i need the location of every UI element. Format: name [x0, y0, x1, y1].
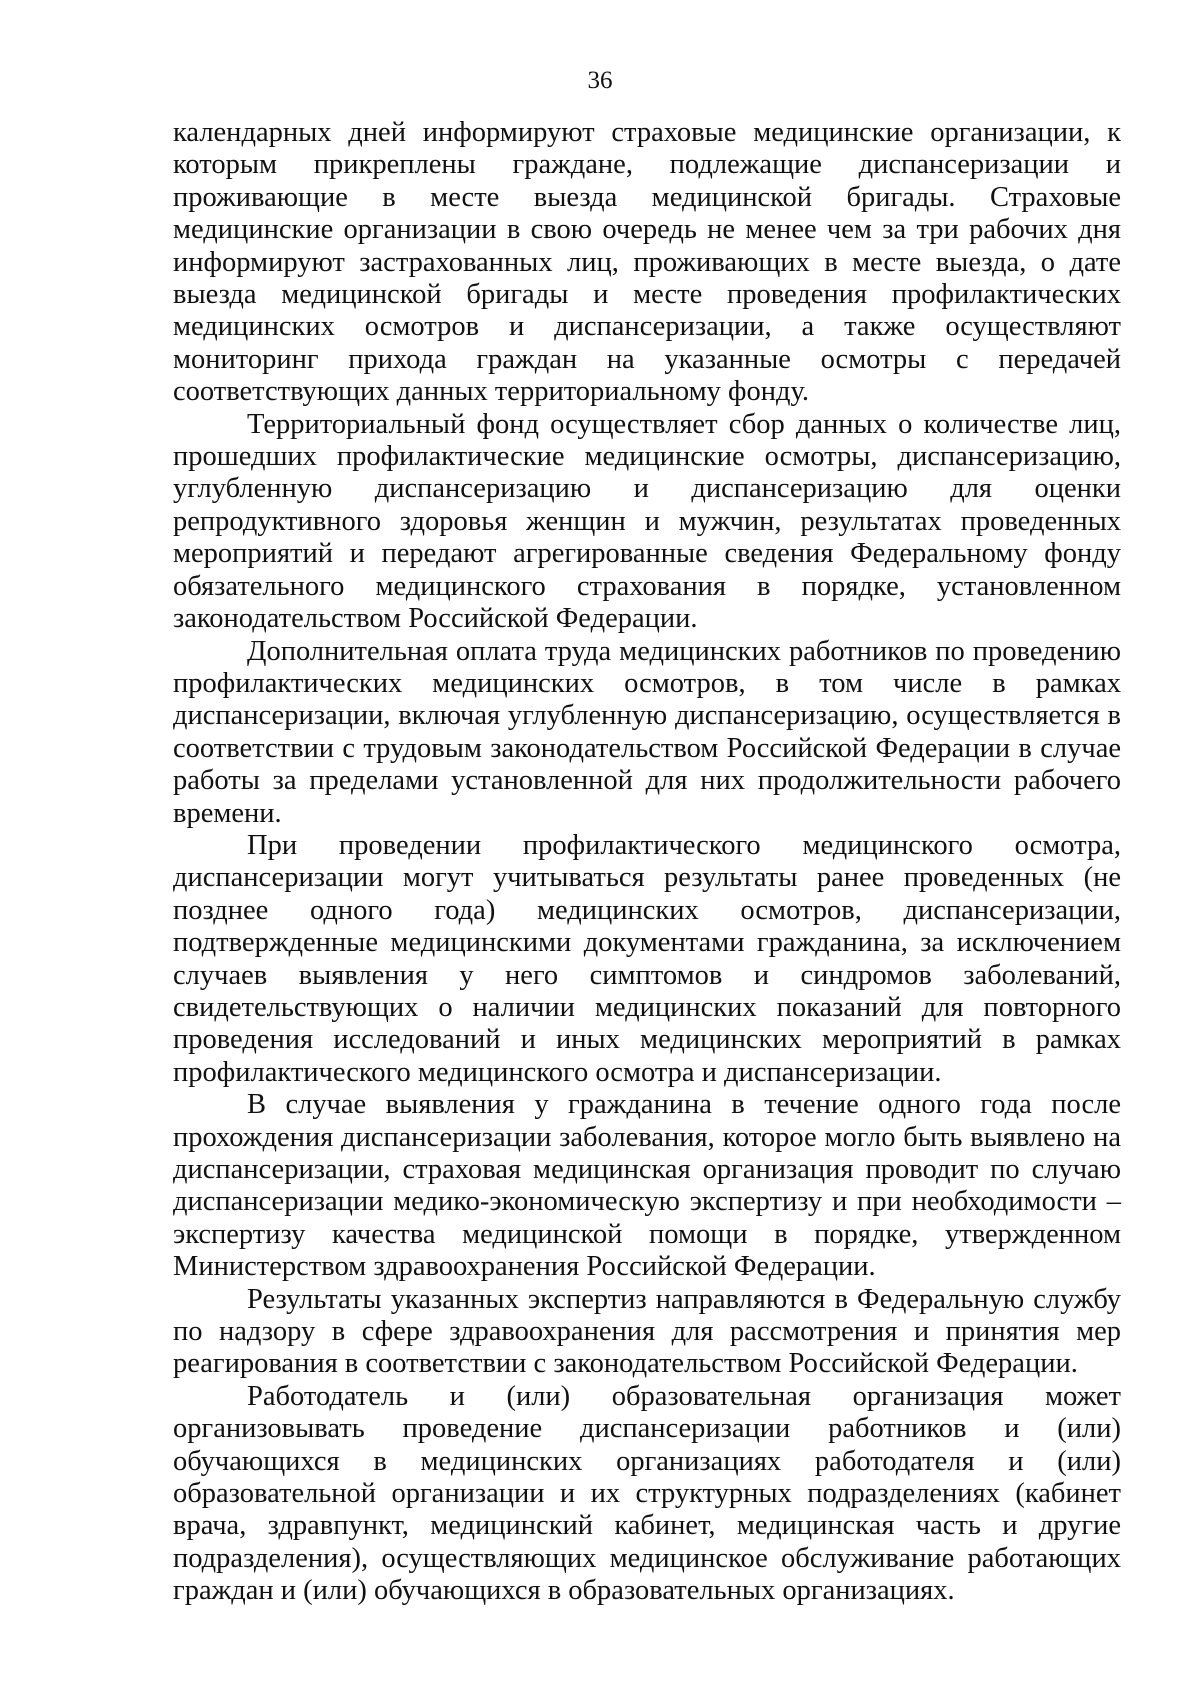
- paragraph-expertise-results: Результаты указанных экспертиз направляются в Федеральную службу по надзору в сфере здравоохранения для рассмотрения и принятия мер реагирования в соответствии с законодательством Российской Федерации.: [173, 1283, 1121, 1380]
- paragraph-continuation: календарных дней информируют страховые медицинские организации, к которым прикреплены граждане, подлежащие диспансеризации и проживающие в месте выезда медицинской бригады. Страховые медицинские организации в свою очередь не менее чем за три рабочих дня информируют застрахованных лиц, проживающих в месте выезда, о дате выезда медицинской бригады и месте проведения профилактических медицинских осмотров и диспансеризации, а также осуществляют мониторинг прихода граждан на указанные осмотры с передачей соответствующих данных территориальному фонду.: [173, 117, 1121, 408]
- paragraph-territorial-fund: Территориальный фонд осуществляет сбор данных о количестве лиц, прошедших профилактические медицинские осмотры, диспансеризацию, углубленную диспансеризацию и диспансеризацию для оценки репродуктивного здоровья женщин и мужчин, результатах проведенных мероприятий и передают агрегированные сведения Федеральному фонду обязательного медицинского страхования в порядке, установленном законодательством Российской Федерации.: [173, 408, 1121, 635]
- page-number: 36: [587, 67, 613, 94]
- paragraph-previous-results: При проведении профилактического медицинского осмотра, диспансеризации могут учитываться результаты ранее проведенных (не позднее одного года) медицинских осмотров, диспансеризации, подтвержденные медицинскими документами гражданина, за исключением случаев выявления у него симптомов и синдромов заболеваний, свидетельствующих о наличии медицинских показаний для повторного проведения исследований и иных медицинских мероприятий в рамках профилактического медицинского осмотра и диспансеризации.: [173, 829, 1121, 1088]
- paragraph-expertise: В случае выявления у гражданина в течение одного года после прохождения диспансеризации заболевания, которое могло быть выявлено на диспансеризации, страховая медицинская организация проводит по случаю диспансеризации медико-экономическую экспертизу и при необходимости – экспертизу качества медицинской помощи в порядке, утвержденном Министерством здравоохранения Российской Федерации.: [173, 1089, 1121, 1283]
- paragraph-additional-pay: Дополнительная оплата труда медицинских работников по проведению профилактических медицинских осмотров, в том числе в рамках диспансеризации, включая углубленную диспансеризацию, осуществляется в соответствии с трудовым законодательством Российской Федерации в случае работы за пределами установленной для них продолжительности рабочего времени.: [173, 635, 1121, 829]
- paragraph-employer: Работодатель и (или) образовательная организация может организовывать проведение диспансеризации работников и (или) обучающихся в медицинских организациях работодателя и (или) образовательной организации и их структурных подразделениях (кабинет врача, здравпункт, медицинский кабинет, медицинская часть и другие подразделения), осуществляющих медицинское обслуживание работающих граждан и (или) обучающихся в образовательных организациях.: [173, 1380, 1121, 1607]
- document-body: [173, 117, 1121, 1608]
